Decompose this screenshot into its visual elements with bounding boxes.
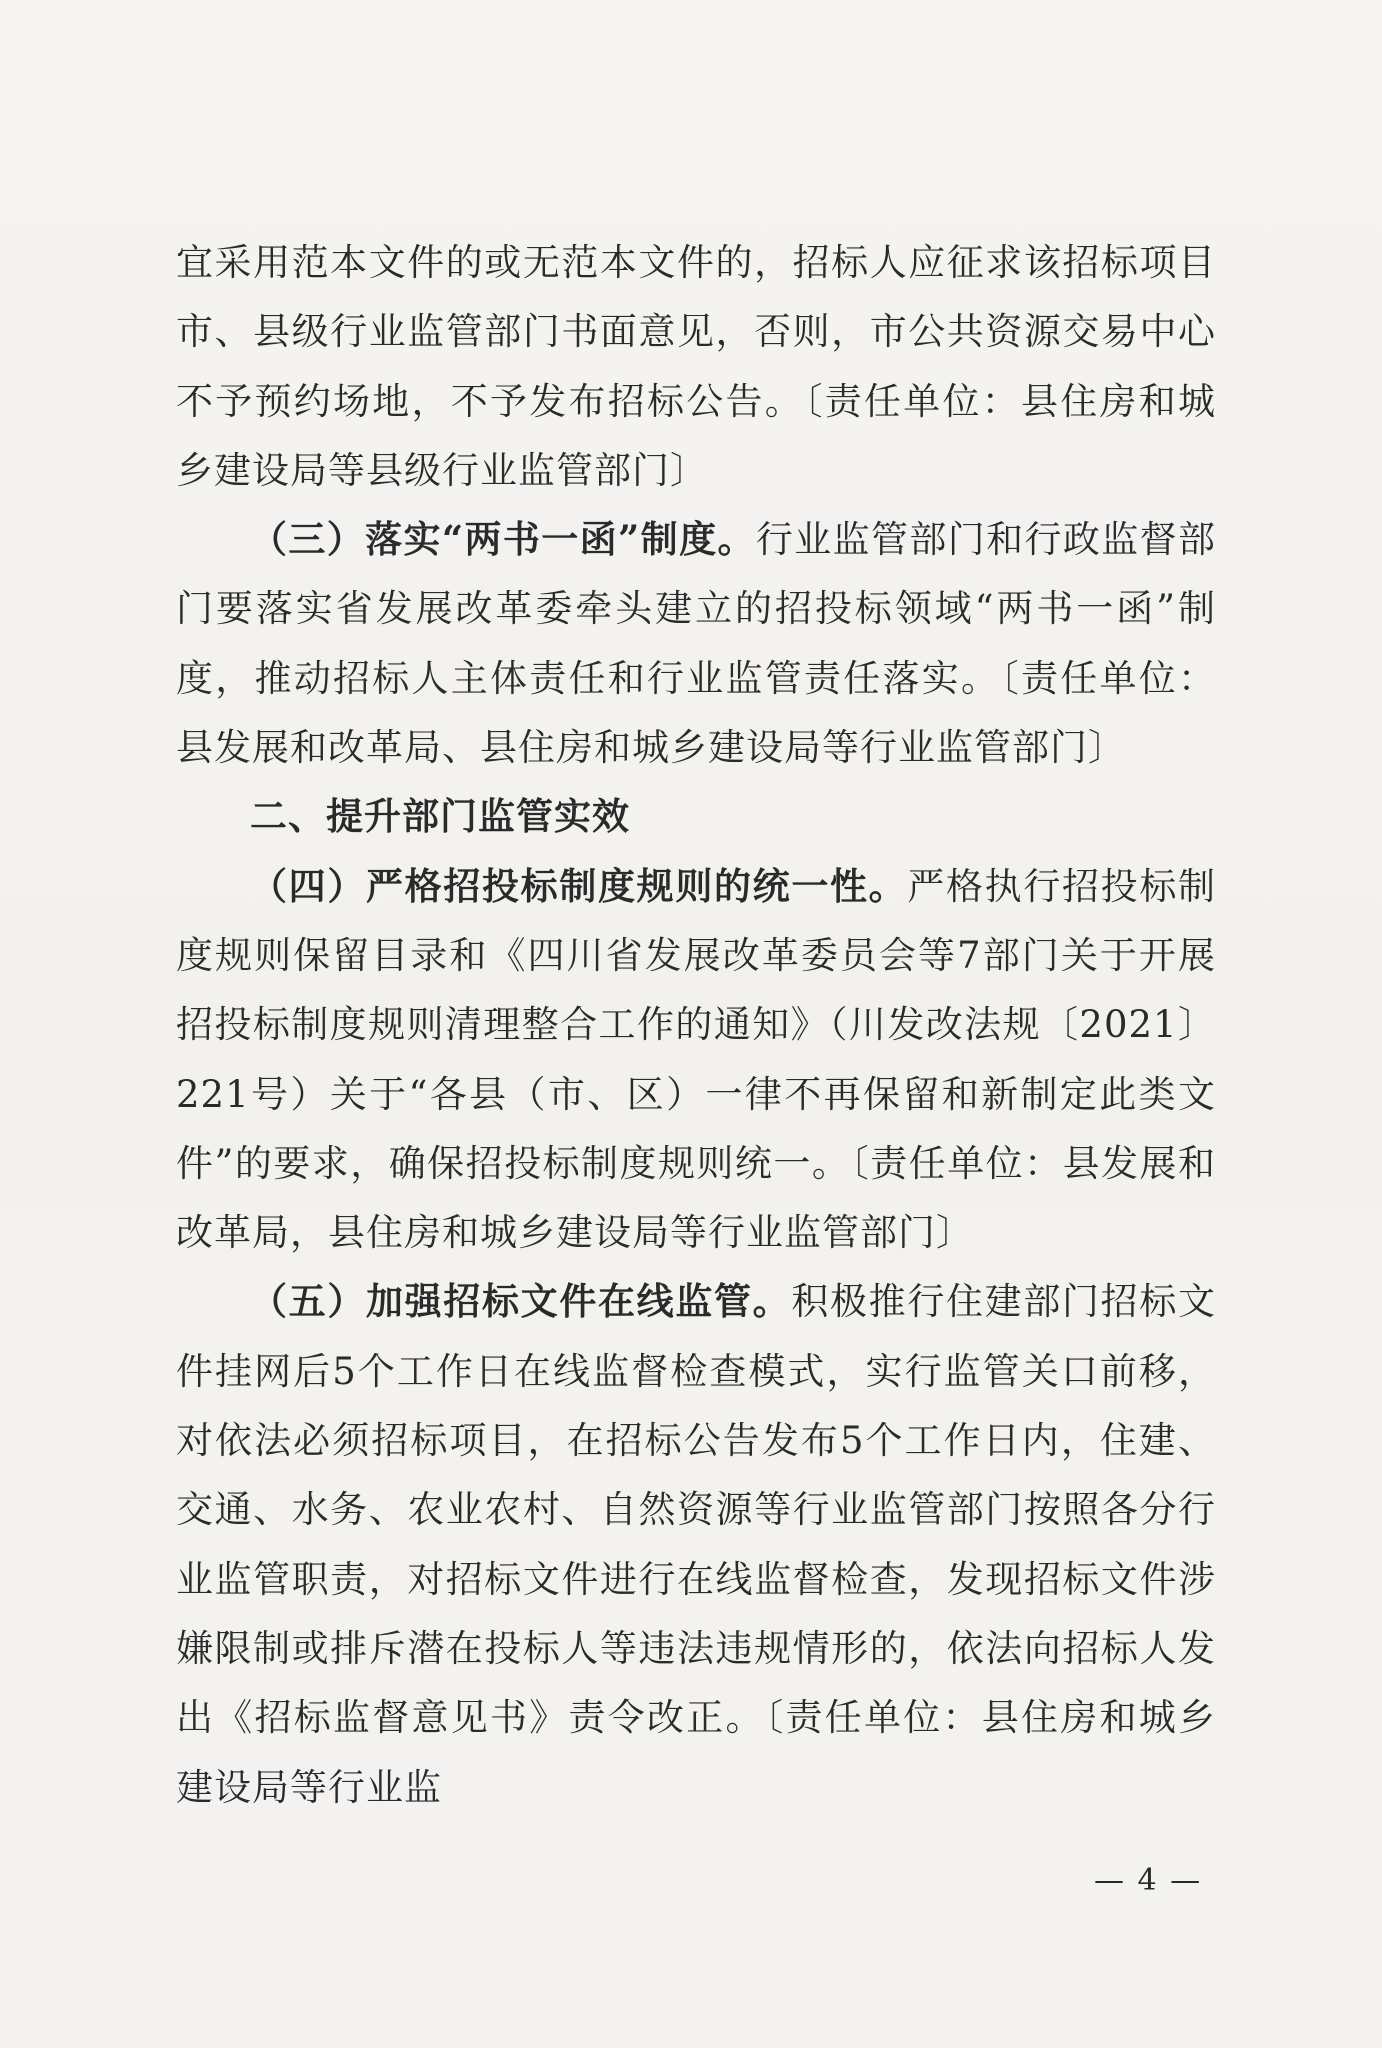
item-5-title: （五）加强招标文件在线监管。 bbox=[250, 1279, 792, 1324]
item-4-title: （四）严格招投标制度规则的统一性。 bbox=[250, 863, 908, 908]
section-heading-2: 二、提升部门监管实效 bbox=[250, 795, 630, 839]
document-body bbox=[176, 228, 1216, 1822]
paragraph-item-5 bbox=[176, 1267, 1216, 1821]
item-5-body: 积极推行住建部门招标文件挂网后5个工作日在线监督检查模式，实行监管关口前移，对依法必须招标项目，在招标公告发布5个工作日内，住建、交通、水务、农业农村、自然资源等行业监管部门按照各分行业监管职责，对招标文件进行在线监督检查，发现招标文件涉嫌限制或排斥潜在投标人等违法违规情形的，依法向招标人发出《招标监督意见书》责令改正。〔责任单位：县住房和城乡建设局等行业监 bbox=[176, 1280, 1217, 1809]
item-3-body: 行业监管部门和行政监督部门要落实省发展改革委牵头建立的招投标领域“两书一函”制度，推动招标人主体责任和行业监管责任落实。〔责任单位：县发展和改革局、县住房和城乡建设局等行业监管部门〕 bbox=[176, 518, 1216, 770]
page-number: — 4 — bbox=[1094, 1863, 1203, 1898]
paragraph-item-4 bbox=[176, 852, 1216, 1268]
paragraph-item-3 bbox=[176, 505, 1216, 782]
item-4-body: 严格执行招投标制度规则保留目录和《四川省发展改革委员会等7部门关于开展招投标制度规则清理整合工作的通知》（川发改法规〔2021〕221号）关于“各县（市、区）一律不再保留和新制定此类文件”的要求，确保招投标制度规则统一。〔责任单位：县发展和改革局，县住房和城乡建设局等行业监管部门〕 bbox=[176, 864, 1217, 1255]
item-3-title: （三）落实“两书一函”制度。 bbox=[250, 517, 756, 562]
paragraph-continuation: 宜采用范本文件的或无范本文件的，招标人应征求该招标项目市、县级行业监管部门书面意见，否则，市公共资源交易中心不予预约场地，不予发布招标公告。〔责任单位：县住房和城乡建设局等县级行业监管部门〕 bbox=[176, 241, 1216, 492]
